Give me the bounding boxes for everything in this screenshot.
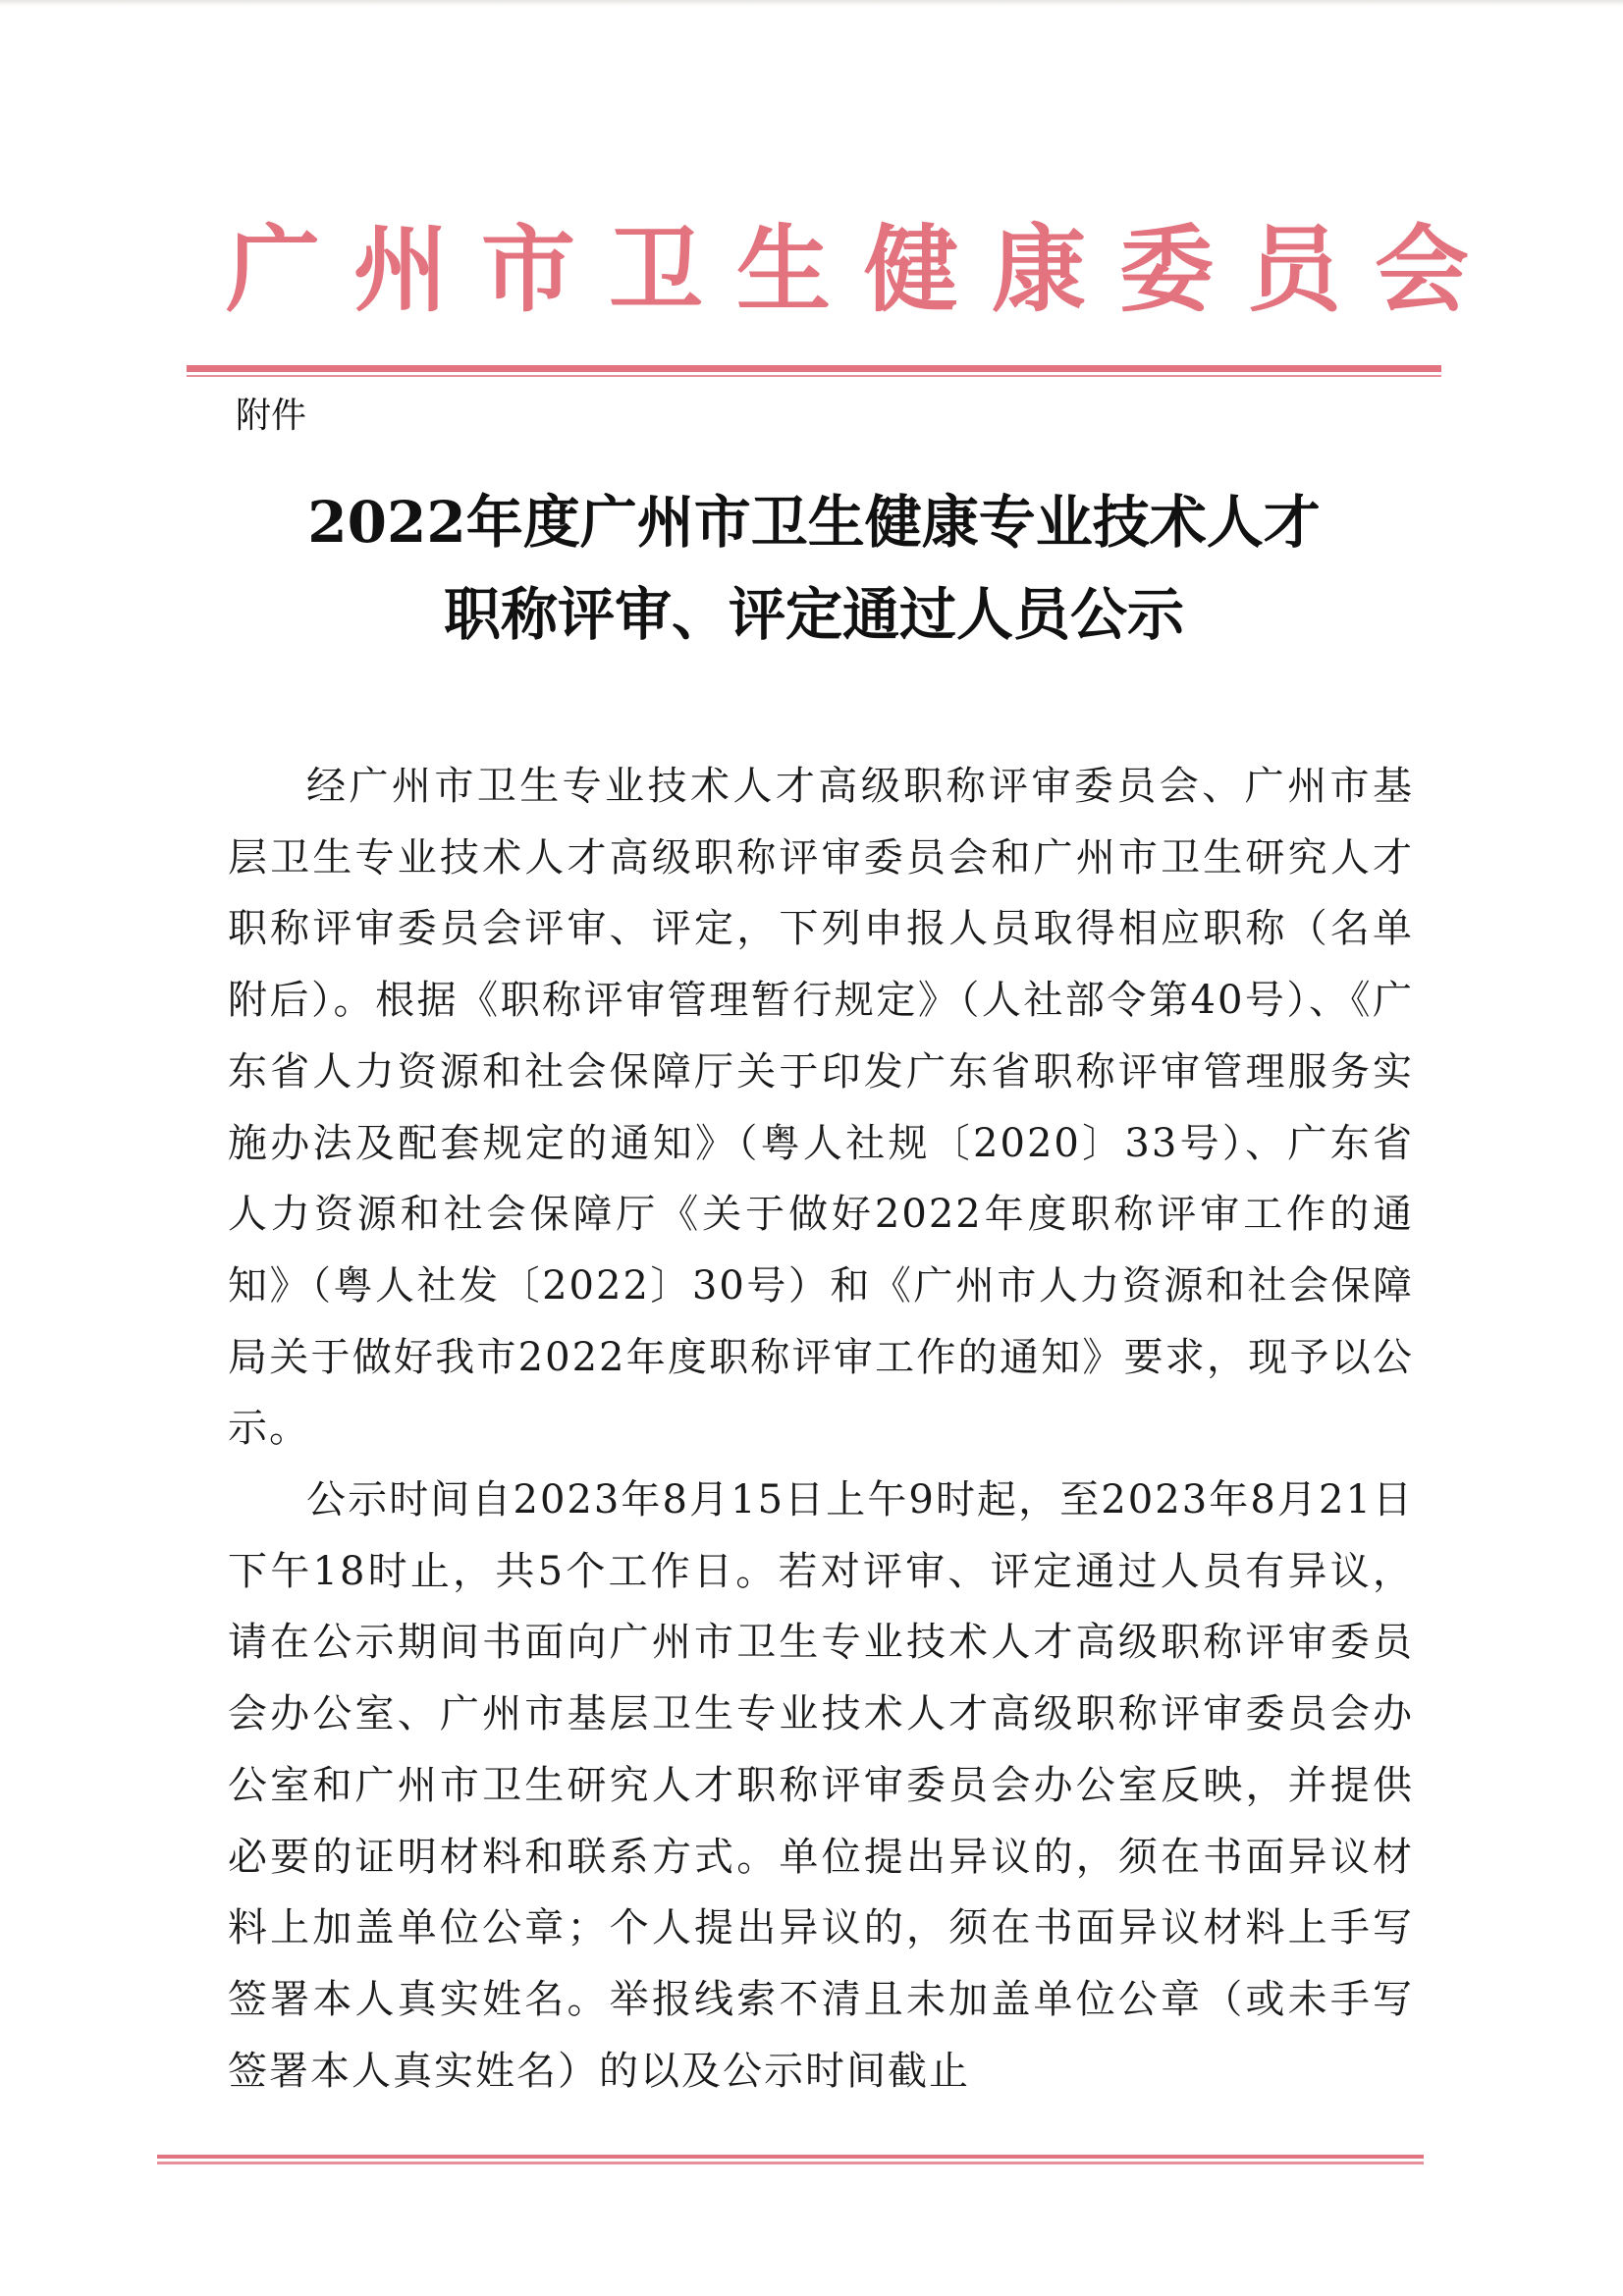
document-title-line-2: 职称评审、评定通过人员公示 <box>443 581 1184 648</box>
body-paragraph-1-container <box>228 751 1414 1465</box>
body-paragraph-2-container <box>228 1465 1414 2107</box>
body-paragraph-1: 经广州市卫生专业技术人才高级职称评审委员会、广州市基层卫生专业技术人才高级职称评审委员会和广州市卫生研究人才职称评审委员会评审、评定，下列申报人员取得相应职称（名单附后）。根据《职称评审管理暂行规定》（人社部令第40号）、《广东省人力资源和社会保障厅关于印发广东省职称评审管理服务实施办法及配套规定的通知》（粤人社规〔2020〕33号）、广东省人力资源和社会保障厅《关于做好2022年度职称评审工作的通知》（粤人社发〔2022〕30号）和《广州市人力资源和社会保障局关于做好我市2022年度职称评审工作的通知》要求，现予以公示。 <box>228 764 1414 1452</box>
footer-red-rule-thin <box>157 2162 1424 2164</box>
document-title-line-1: 2022年度广州市卫生健康专业技术人才 <box>307 489 1321 556</box>
footer-red-rule-thick <box>157 2155 1424 2159</box>
attachment-label: 附件 <box>236 396 307 436</box>
body-paragraph-2: 公示时间自2023年8月15日上午9时起，至2023年8月21日下午18时止，共5个工作日。若对评审、评定通过人员有异议，请在公示期间书面向广州市卫生专业技术人才高级职称评审委员会办公室、广州市基层卫生专业技术人才高级职称评审委员会办公室和广州市卫生研究人才职称评审委员会办公室反映，并提供必要的证明材料和联系方式。单位提出异议的，须在书面异议材料上加盖单位公章；个人提出异议的，须在书面异议材料上手写签署本人真实姓名。举报线索不清且未加盖单位公章（或未手写签署本人真实姓名）的以及公示时间截止 <box>228 1477 1414 2094</box>
scan-edge <box>0 0 1623 6</box>
letterhead-red-rule-thin <box>187 375 1441 377</box>
letterhead-red-rule-thick <box>187 365 1441 372</box>
letterhead-organization-name: 广州市卫生健康委员会 <box>226 214 1502 325</box>
